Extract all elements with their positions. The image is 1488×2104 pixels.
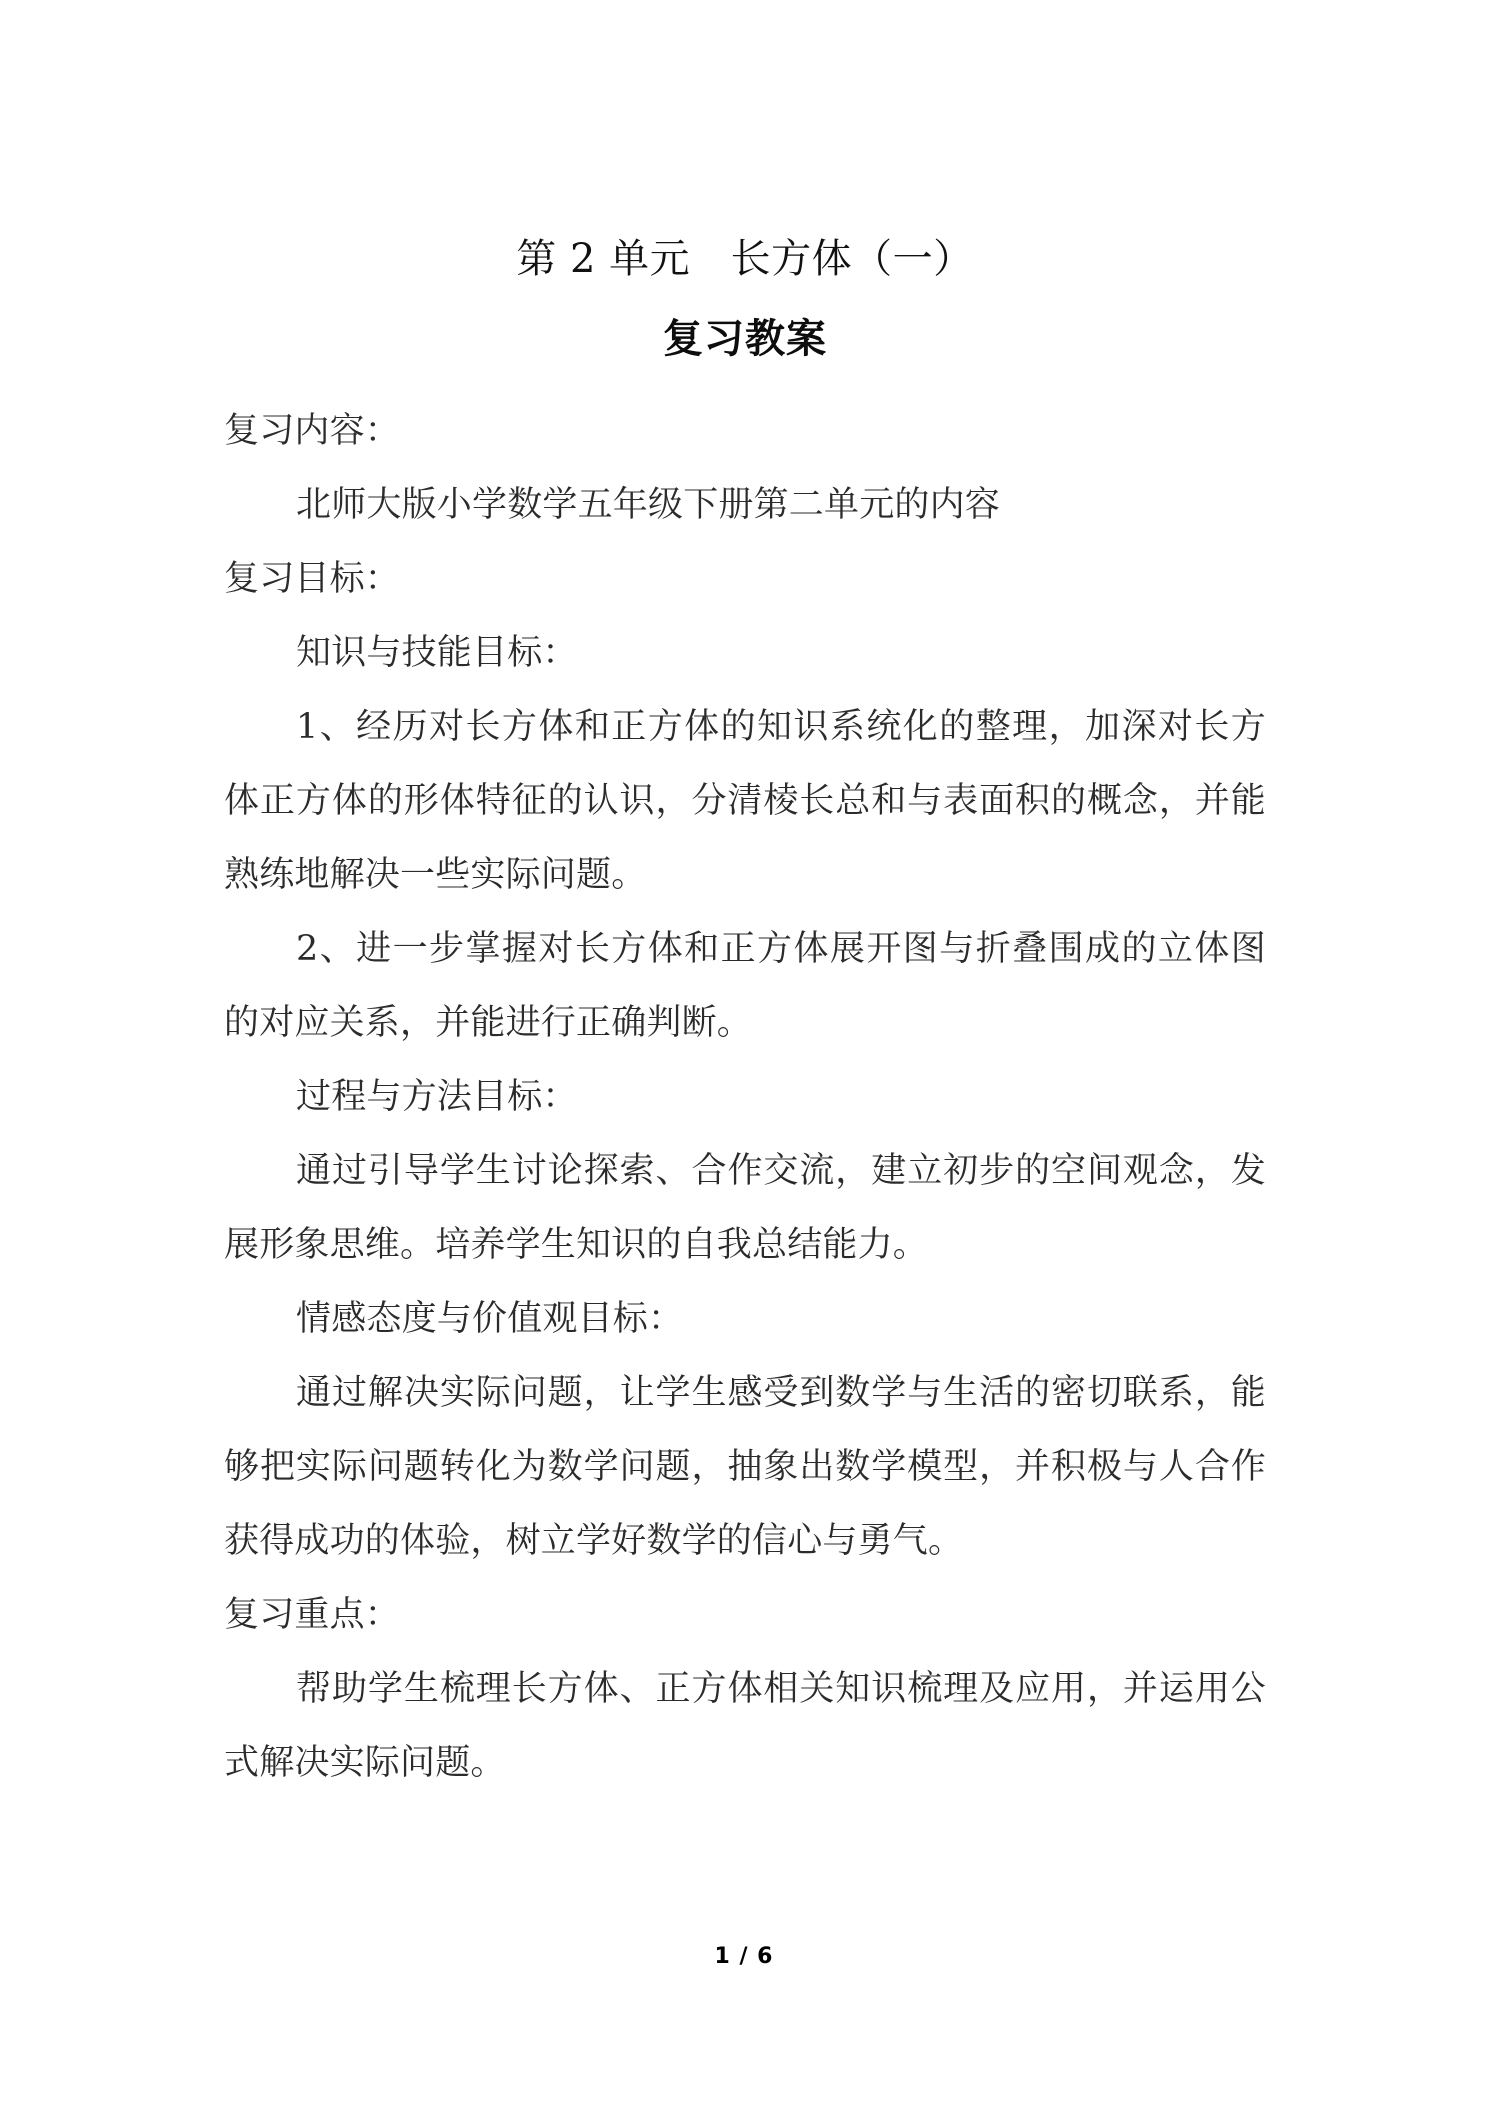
body-paragraph: 复习重点：	[224, 1595, 401, 1635]
body-paragraph: 知识与技能目标：	[296, 633, 578, 673]
body-paragraph: 情感态度与价值观目标：	[296, 1299, 684, 1339]
document-body	[224, 394, 1266, 1800]
body-paragraph: 帮助学生梳理长方体、正方体相关知识梳理及应用，并运用公式解决实际问题。	[224, 1669, 1266, 1783]
body-paragraph: 2、进一步掌握对长方体和正方体展开图与折叠围成的立体图的对应关系，并能进行正确判断。	[224, 929, 1266, 1043]
document-title-primary: 第 2 单元 长方体（一）	[516, 236, 974, 282]
body-paragraph: 通过引导学生讨论探索、合作交流，建立初步的空间观念，发展形象思维。培养学生知识的自我总结能力。	[224, 1151, 1266, 1265]
body-paragraph: 复习内容：	[224, 411, 401, 451]
body-paragraph: 复习目标：	[224, 559, 401, 599]
page-footer	[0, 1944, 1488, 1969]
body-paragraph: 北师大版小学数学五年级下册第二单元的内容	[296, 485, 1001, 525]
body-paragraph: 过程与方法目标：	[296, 1077, 578, 1117]
body-paragraph: 1、经历对长方体和正方体的知识系统化的整理，加深对长方体正方体的形体特征的认识，分清棱长总和与表面积的概念，并能熟练地解决一些实际问题。	[224, 707, 1266, 895]
body-paragraph: 通过解决实际问题，让学生感受到数学与生活的密切联系，能够把实际问题转化为数学问题，抽象出数学模型，并积极与人合作获得成功的体验，树立学好数学的信心与勇气。	[224, 1373, 1266, 1561]
document-title-secondary: 复习教案	[663, 316, 827, 362]
page-number: 1 / 6	[714, 1944, 774, 1969]
document-content	[224, 0, 1266, 1800]
